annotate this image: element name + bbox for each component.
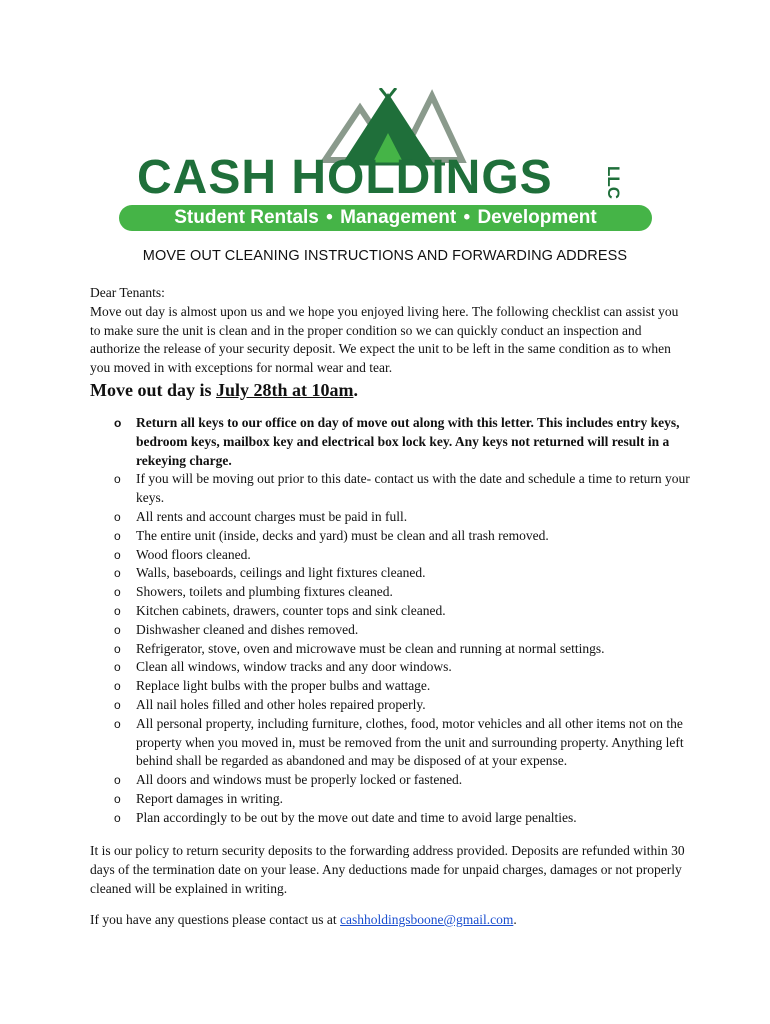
tagline-separator: • xyxy=(463,207,471,228)
checklist-item: o If you will be moving out prior to this date- contact us with the date and schedule a time to return your keys. xyxy=(114,471,690,506)
bullet-icon: o xyxy=(114,622,121,637)
bullet-icon: o xyxy=(114,528,121,543)
bullet-icon: o xyxy=(114,472,121,487)
checklist-item: o All rents and account charges must be paid in full. xyxy=(90,508,690,527)
checklist-item: o Showers, toilets and plumbing fixtures cleaned. xyxy=(90,583,690,602)
bullet-icon: o xyxy=(114,416,122,430)
bullet-icon: o xyxy=(114,810,121,825)
contact-line xyxy=(90,912,690,928)
bullet-icon: o xyxy=(114,660,121,675)
email-link[interactable]: cashholdingsboone@gmail.com xyxy=(340,912,514,927)
contact-suffix: . xyxy=(513,912,517,927)
intro-section xyxy=(90,284,690,378)
bullet-icon: o xyxy=(114,791,121,806)
checklist-item: o All doors and windows must be properly locked or fastened. xyxy=(90,771,690,790)
move-out-date-line xyxy=(90,380,358,401)
closing-paragraph: It is our policy to return security deposits to the forwarding address provided. Deposits are refunded within 30 days of the termination date on your lease. Any deductions made for unpaid charges, damages or not properly cleaned will be explained in writing. xyxy=(90,843,685,896)
checklist-item: o Clean all windows, window tracks and any door windows. xyxy=(90,658,690,677)
bullet-icon: o xyxy=(114,716,121,731)
bullet-icon: o xyxy=(114,773,121,788)
move-out-prefix: Move out day is xyxy=(90,380,216,400)
checklist-item: o Refrigerator, stove, oven and microwave must be clean and running at normal settings. xyxy=(90,640,690,659)
bullet-icon: o xyxy=(114,603,121,618)
greeting: Dear Tenants: xyxy=(90,285,165,300)
checklist xyxy=(90,414,690,828)
brand-suffix: LLC xyxy=(604,166,623,200)
bullet-icon: o xyxy=(114,641,121,656)
tagline-part: Development xyxy=(477,207,597,228)
bullet-icon: o xyxy=(114,697,121,712)
checklist-item: o All nail holes filled and other holes repaired properly. xyxy=(90,696,690,715)
checklist-item: o All personal property, including furniture, clothes, food, motor vehicles and all other items not on the property when you moved in, must be removed from the unit and surrounding property. Anything left behind shall be regarded as abandoned and may be disposed of at your expense. xyxy=(114,715,684,769)
checklist-item: o Report damages in writing. xyxy=(90,790,690,809)
checklist-item: o Wood floors cleaned. xyxy=(90,546,690,565)
checklist-item: o Replace light bulbs with the proper bulbs and wattage. xyxy=(90,677,690,696)
checklist-item: o Plan accordingly to be out by the move out date and time to avoid large penalties. xyxy=(90,809,690,828)
intro-paragraph: Move out day is almost upon us and we hope you enjoyed living here. The following checklist can assist you to make sure the unit is clean and in the proper condition so we can quickly conduct an inspection and authorize the release of your security deposit. We expect the unit to be left in the same condition as to when you moved in with exceptions for normal wear and tear. xyxy=(90,303,679,376)
checklist-item: o Return all keys to our office on day of move out along with this letter. This includes entry keys, bedroom keys, mailbox key and electrical box lock key. Any keys not returned will result in a rekeying charge. xyxy=(114,415,680,468)
checklist-item: o Walls, baseboards, ceilings and light fixtures cleaned. xyxy=(90,564,690,583)
bullet-icon: o xyxy=(114,679,121,694)
checklist-item: o The entire unit (inside, decks and yard) must be clean and all trash removed. xyxy=(90,527,690,546)
checklist-item: o Kitchen cabinets, drawers, counter tops and sink cleaned. xyxy=(90,602,690,621)
brand-name: CASH HOLDINGS xyxy=(137,151,553,204)
checklist-item: o Dishwasher cleaned and dishes removed. xyxy=(90,621,690,640)
bullet-icon: o xyxy=(114,547,121,562)
tagline-separator: • xyxy=(326,207,333,228)
company-logo xyxy=(110,88,660,238)
tagline-part: Management xyxy=(340,207,457,228)
tagline-part: Student Rentals xyxy=(174,207,319,228)
move-out-date: July 28th at 10am xyxy=(216,380,354,400)
move-out-suffix: . xyxy=(353,380,359,400)
brand-tagline xyxy=(119,205,652,231)
bullet-icon: o xyxy=(114,509,121,524)
bullet-icon: o xyxy=(114,566,121,581)
document-title: MOVE OUT CLEANING INSTRUCTIONS AND FORWARDING ADDRESS xyxy=(142,248,628,264)
contact-prefix: If you have any questions please contact us at xyxy=(90,912,341,927)
bullet-icon: o xyxy=(114,585,121,600)
